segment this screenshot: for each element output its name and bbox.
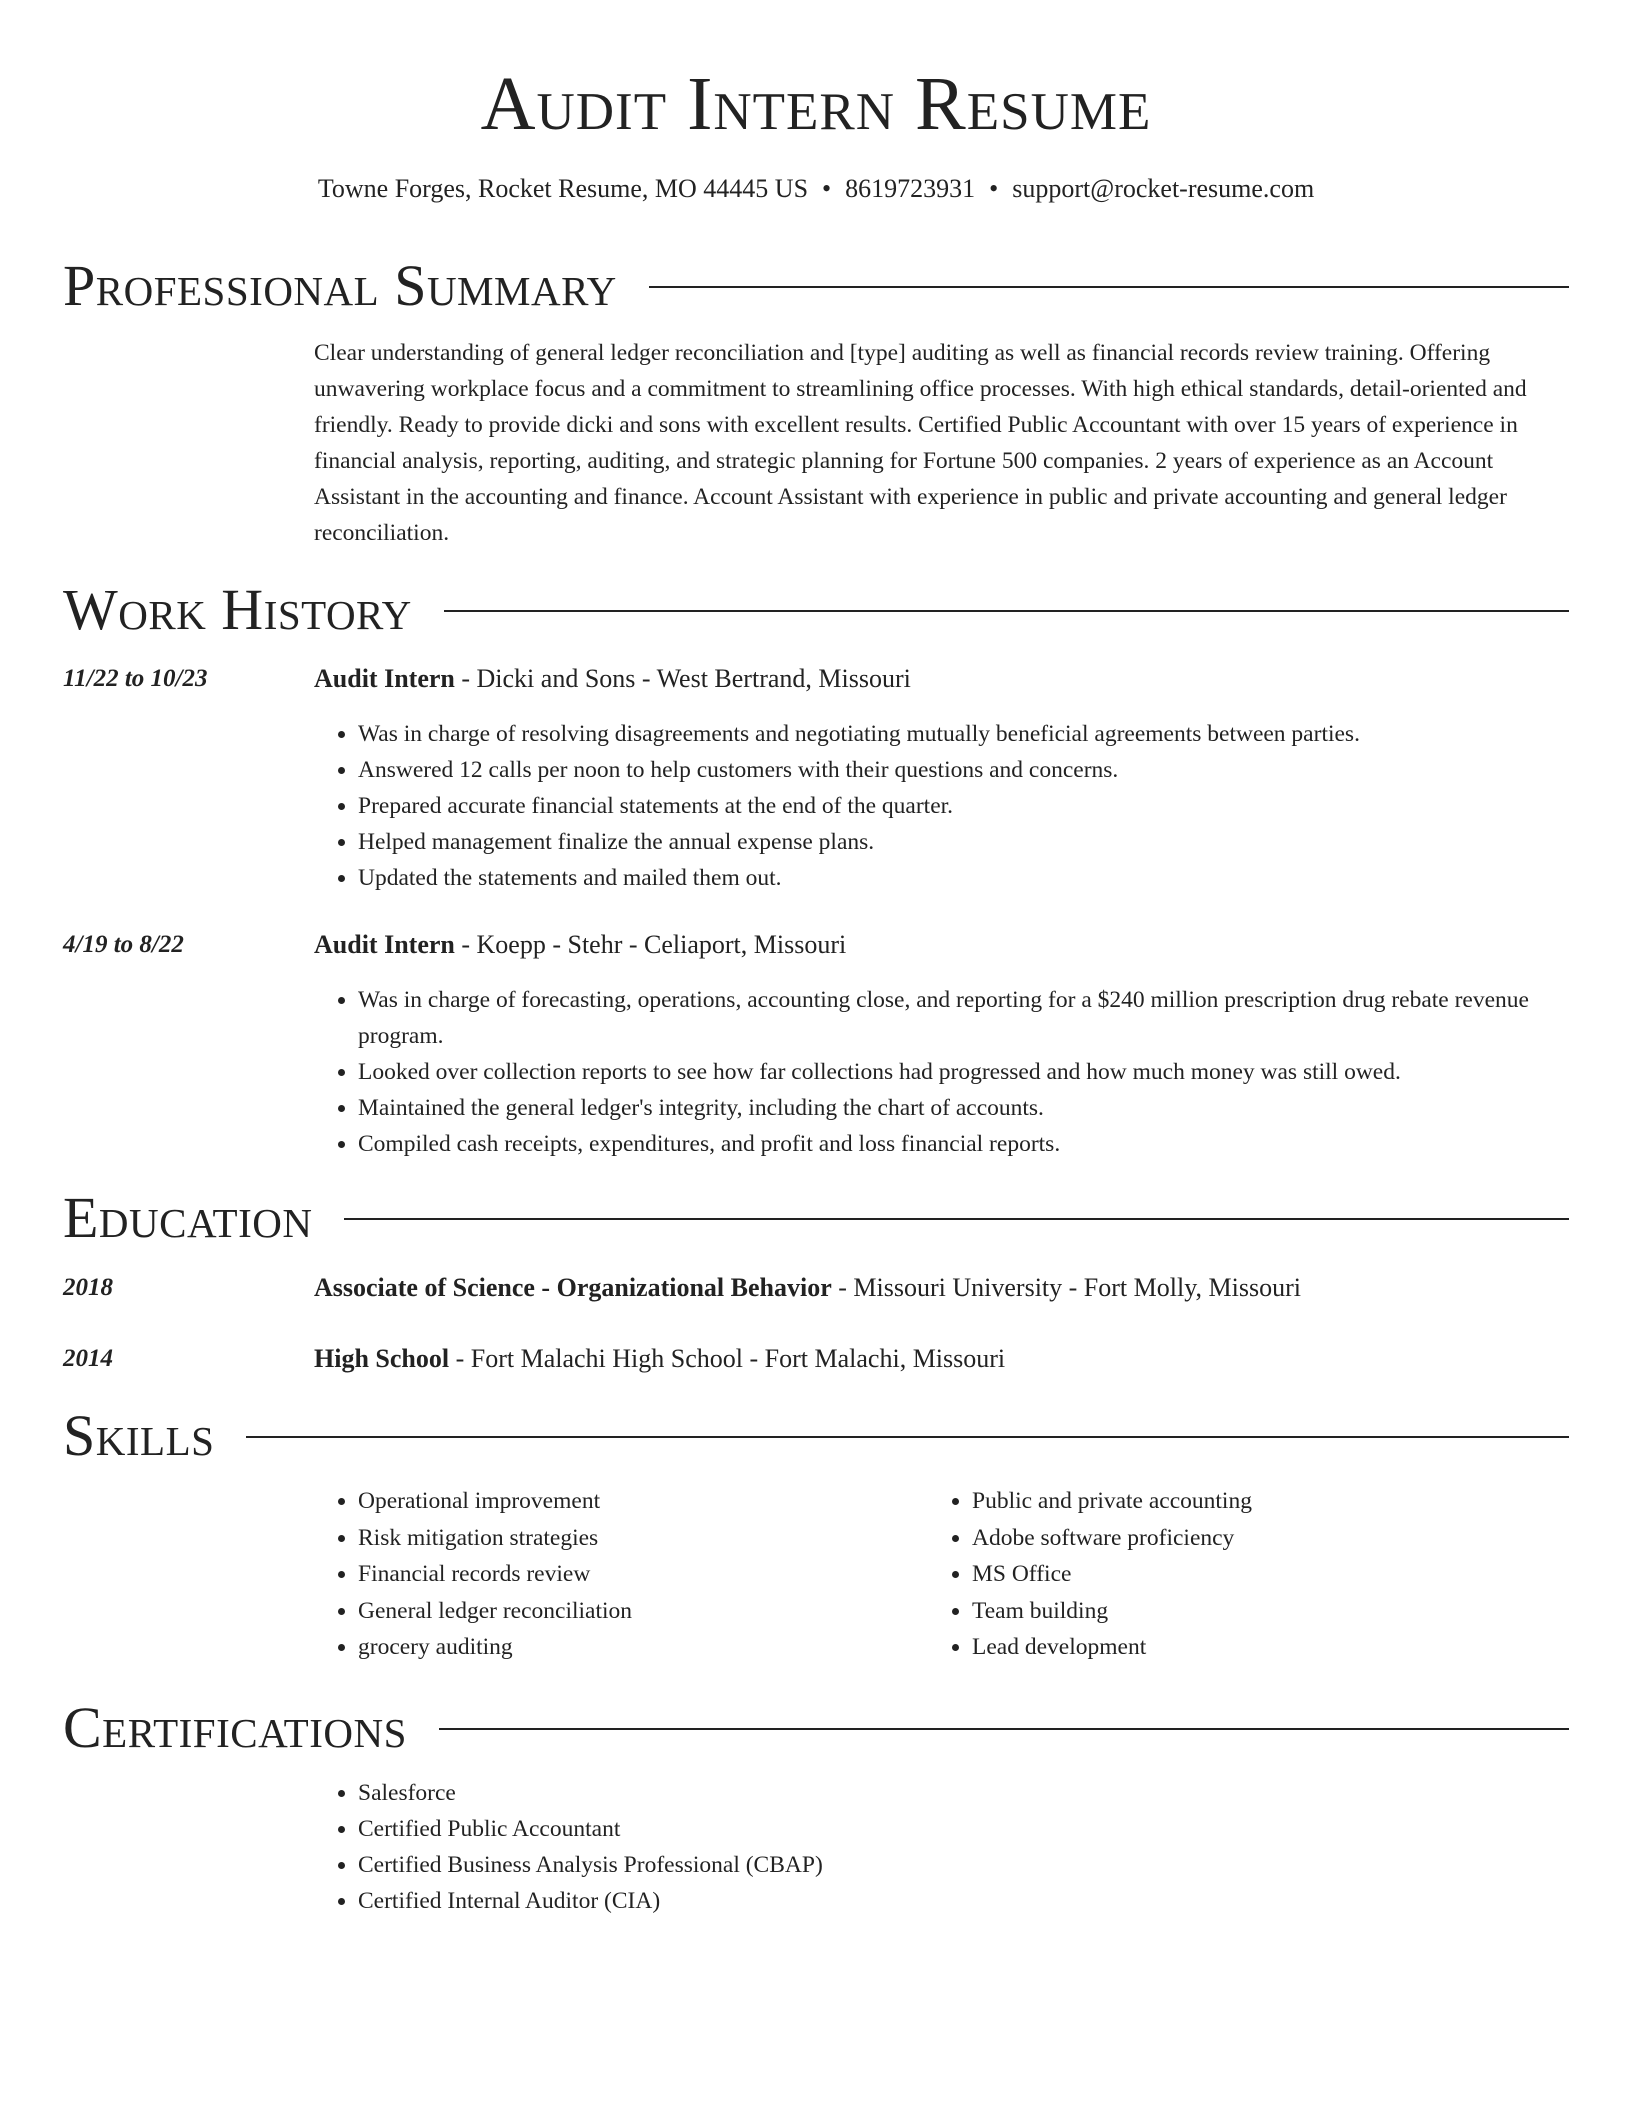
summary-heading: Professional Summary [63,253,617,318]
list-item: • Was in charge of resolving disagreements and negotiating mutually beneficial agreements between parties. [358,716,1613,752]
education-year: 2018 [63,1274,113,1301]
certification-item: • Certified Internal Auditor (CIA) [358,1883,1613,1919]
job-title: Audit Intern [314,664,455,693]
list-item: • Compiled cash receipts, expenditures, and profit and loss financial reports. [358,1126,1613,1162]
skill-item: • MS Office [972,1556,1572,1593]
list-item: • Maintained the general ledger's integrity, including the chart of accounts. [358,1090,1613,1126]
certifications-list [314,1775,1613,1919]
list-item: • Answered 12 calls per noon to help customers with their questions and concerns. [358,752,1613,788]
education-line [314,1271,1569,1305]
certifications-section-header [63,1693,1569,1763]
education-year: 2014 [63,1345,113,1372]
skills-list-left [314,1483,918,1666]
certification-item: • Certified Business Analysis Professional (CBAP) [358,1847,1613,1883]
contact-address: Towne Forges, Rocket Resume, MO 44445 US [317,174,809,203]
job-details: - Koepp - Stehr - Celiaport, Missouri [454,930,847,959]
list-item: • Updated the statements and mailed them out. [358,860,1613,896]
job-title-line [314,928,1569,962]
skills-list-right [928,1483,1572,1666]
job-bullets [314,982,1613,1162]
education-details: - Fort Malachi High School - Fort Malachi, Missouri [449,1344,1006,1373]
skill-item: • Risk mitigation strategies [358,1520,918,1557]
certifications-heading: Certifications [63,1695,407,1760]
job-dates: 11/22 to 10/23 [63,665,208,692]
skill-item: • Financial records review [358,1556,918,1593]
skill-item: • Public and private accounting [972,1483,1572,1520]
skills-section-header [63,1401,1569,1471]
job-bullets [314,716,1613,896]
contact-line [0,172,1632,206]
job-details: - Dicki and Sons - West Bertrand, Missouri [454,664,911,693]
summary-section-header [63,251,1569,321]
job-title: Audit Intern [314,930,455,959]
section-divider [439,1728,1569,1730]
education-degree: High School [314,1344,450,1373]
job-title-line [314,662,1569,696]
work-section-header [63,575,1569,645]
education-section-header [63,1183,1569,1253]
job-dates: 4/19 to 8/22 [63,931,184,958]
skill-item: • grocery auditing [358,1629,918,1666]
skills-heading: Skills [63,1403,215,1468]
list-item: • Helped management finalize the annual expense plans. [358,824,1613,860]
section-divider [444,610,1569,612]
contact-separator: • [822,174,832,203]
list-item: • Was in charge of forecasting, operations, accounting close, and reporting for a $240 million prescription drug rebate revenue program. [358,982,1613,1054]
education-heading: Education [63,1185,313,1250]
list-item: • Looked over collection reports to see how far collections had progressed and how much money was still owed. [358,1054,1613,1090]
summary-text: Clear understanding of general ledger reconciliation and [type] auditing as well as financial records review training. Offering unwavering workplace focus and a commitment to streamlining office processes. With high ethical standards, detail-oriented and friendly. Ready to provide dicki and sons with excellent results. Certified Public Accountant with over 15 years of experience in financial analysis, reporting, auditing, and strategic planning for Fortune 500 companies. 2 years of experience as an Account Assistant in the accounting and finance. Account Assistant with experience in public and private accounting and general ledger reconciliation. [314,340,1527,546]
skill-item: • Operational improvement [358,1483,918,1520]
education-line [314,1342,1569,1376]
section-divider [246,1436,1569,1438]
list-item: • Prepared accurate financial statements at the end of the quarter. [358,788,1613,824]
education-degree: Associate of Science - Organizational Behavior [314,1273,832,1302]
resume-title: Audit Intern Resume [480,62,1152,146]
contact-separator: • [989,174,999,203]
skill-item: • Adobe software proficiency [972,1520,1572,1557]
contact-email: support@rocket-resume.com [1012,174,1315,203]
contact-phone: 8619723931 [845,174,976,203]
skill-item: • Lead development [972,1629,1572,1666]
skill-item: • Team building [972,1593,1572,1630]
education-details: - Missouri University - Fort Molly, Missouri [831,1273,1301,1302]
work-heading: Work History [63,577,412,642]
certification-item: • Salesforce [358,1775,1613,1811]
skill-item: • General ledger reconciliation [358,1593,918,1630]
certification-item: • Certified Public Accountant [358,1811,1613,1847]
section-divider [344,1218,1569,1220]
section-divider [649,286,1569,288]
